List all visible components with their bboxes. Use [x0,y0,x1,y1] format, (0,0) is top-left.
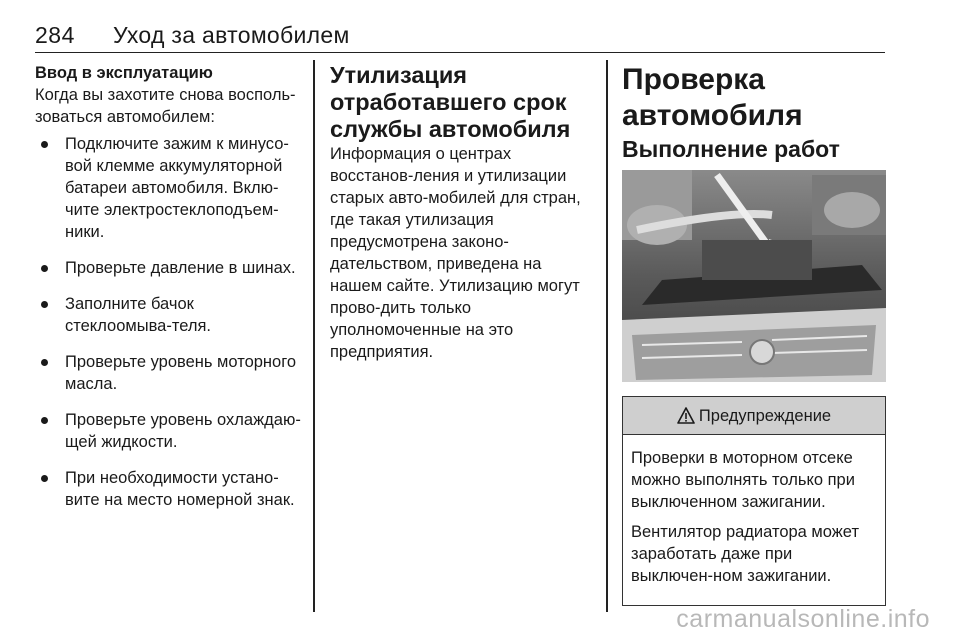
intro-text: Когда вы захотите снова восполь-зоваться автомобилем: [35,86,296,126]
bullet-icon [41,417,48,424]
warning-paragraph: Проверки в моторном отсеке можно выполнять только при выключенном зажигании. [631,449,855,511]
list-item: Заполните бачок стеклоомыва-теля. [35,293,303,337]
column-divider [313,60,315,612]
page-number: 284 [35,22,75,48]
list-item: Проверьте уровень охлаждаю-щей жидкости. [35,409,303,453]
page-title: Уход за автомобилем [113,22,350,48]
bullet-icon [41,265,48,272]
section-heading-startup: Ввод в эксплуатацию [35,64,213,82]
warning-body [623,435,885,605]
warning-title: Предупреждение [698,406,832,425]
subsection-heading: Выполнение работ [622,136,840,162]
bullet-icon [41,141,48,148]
list-item: Проверьте уровень моторного масла. [35,351,303,395]
warning-box [622,396,886,606]
list-item: При необходимости устано-вите на место номерной знак. [35,467,303,511]
warning-triangle-icon [677,407,695,424]
engine-bay-photo [622,170,886,382]
bullet-icon [41,301,48,308]
column-startup [35,62,303,525]
warning-paragraph: Вентилятор радиатора может заработать даже при выключен-ном зажигании. [631,523,859,585]
disposal-text: Информация о центрах восстанов-ления и утилизации старых авто-мобилей для стран, где такая утилизация предусмотрена законо-дательством, приведена на нашем сайте. Утилизацию могут прово-дить только уполномоченные на это предприятия. [330,145,581,361]
warning-header [623,397,885,435]
list-item: Проверьте давление в шинах. [35,257,303,279]
watermark: carmanualsonline.info [676,605,930,633]
bullet-icon [41,359,48,366]
section-heading-vehicle-check: Проверка автомобиля [622,63,803,132]
column-disposal [330,62,595,363]
page-header [35,22,885,53]
checklist [35,133,303,511]
section-heading-disposal: Утилизация отработавшего срок службы автомобиля [330,62,571,142]
column-divider [606,60,608,612]
list-item: Подключите зажим к минусо-вой клемме аккумуляторной батареи автомобиля. Вклю-чите электростеклоподъем-ники. [35,133,303,243]
column-vehicle-check [622,62,887,606]
bullet-icon [41,475,48,482]
